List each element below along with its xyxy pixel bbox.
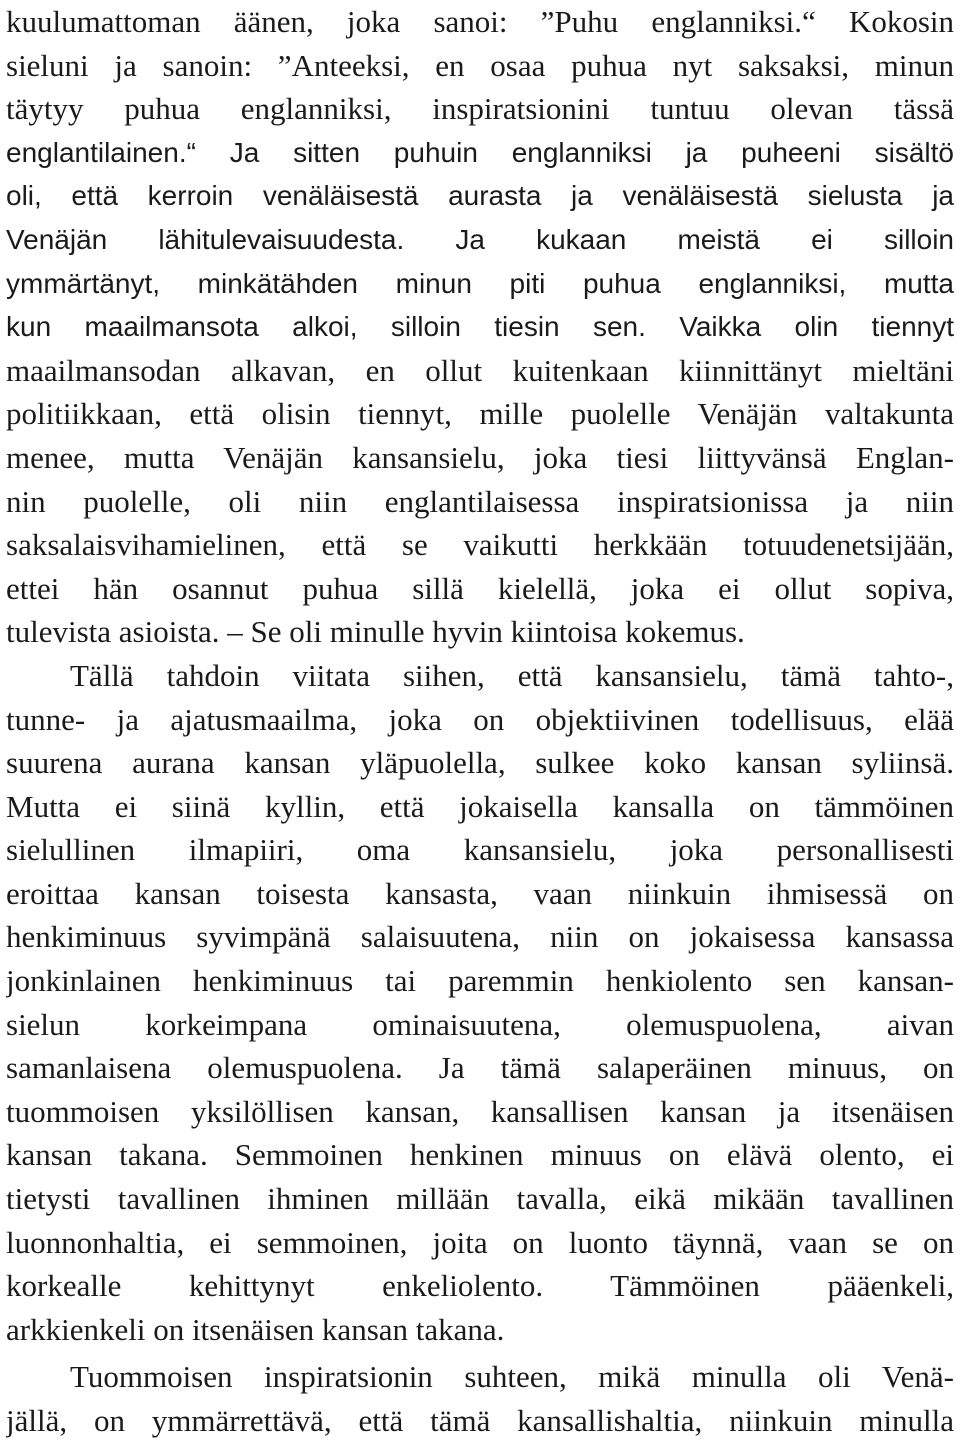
- text-line-8: kun maailmansota alkoi, silloin tiesin sen. Vaikka olin tiennyt: [6, 311, 954, 343]
- text-line-20: sielullinen ilmapiiri, oma kansansielu, joka personallisesti: [6, 832, 954, 868]
- text-line-6: Venäjän lähitulevaisuudesta. Ja kukaan meistä ei silloin: [6, 223, 954, 255]
- text-line-26: tuommoisen yksilöllisen kansan, kansallisen kansan ja itsenäisen: [6, 1093, 954, 1129]
- text-line-27: kansan takana. Semmoinen henkinen minuus on elävä olento, ei: [6, 1137, 954, 1173]
- text-line-19: Mutta ei siinä kyllin, että jokaisella kansalla on tämmöinen: [6, 788, 954, 824]
- text-line-7: ymmärtänyt, minkätähden minun piti puhua englanniksi, mutta: [6, 267, 954, 299]
- text-line-21: eroittaa kansan toisesta kansasta, vaan niinkuin ihmisessä on: [6, 875, 954, 911]
- text-line-13: saksalaisvihamielinen, että se vaikutti herkkään totuudenetsijään,: [6, 527, 954, 563]
- text-line-9: maailmansodan alkavan, en ollut kuitenkaan kiinnittänyt mieltäni: [6, 352, 954, 388]
- text-line-11: menee, mutta Venäjän kansansielu, joka tiesi liittyvänsä Englan-: [6, 439, 954, 475]
- text-line-15: tulevista asioista. – Se oli minulle hyvin kiintoisa kokemus.: [6, 614, 745, 650]
- text-line-5: oli, että kerroin venäläisestä aurasta ja venäläisestä sielusta ja: [6, 180, 954, 212]
- text-line-28: tietysti tavallinen ihminen millään tavalla, eikä mikään tavallinen: [6, 1181, 954, 1217]
- text-line-12: nin puolelle, oli niin englantilaisessa inspiratsionissa ja niin: [6, 483, 954, 519]
- text-line-2: sieluni ja sanoin: ”Anteeksi, en osaa puhua nyt saksaksi, minun: [6, 47, 954, 83]
- text-line-16: Tällä tahdoin viitata siihen, että kansansielu, tämä tahto-,: [70, 657, 954, 693]
- text-line-4: englantilainen.“ Ja sitten puhuin englanniksi ja puheeni sisältö: [6, 136, 954, 168]
- text-line-10: politiikkaan, että olisin tiennyt, mille puolelle Venäjän valtakunta: [6, 396, 954, 432]
- text-line-17: tunne- ja ajatusmaailma, joka on objektiivinen todellisuus, elää: [6, 701, 954, 737]
- document-page: [6, 0, 954, 1443]
- text-line-30: korkealle kehittynyt enkeliolento. Tämmöinen pääenkeli,: [6, 1268, 954, 1304]
- text-line-1: kuulumattoman äänen, joka sanoi: ”Puhu englanniksi.“ Kokosin: [6, 4, 954, 39]
- text-line-29: luonnonhaltia, ei semmoinen, joita on luonto täynnä, vaan se on: [6, 1224, 954, 1260]
- text-line-22: henkiminuus syvimpänä salaisuutena, niin on jokaisessa kansassa: [6, 919, 954, 955]
- text-line-14: ettei hän osannut puhua sillä kielellä, joka ei ollut sopiva,: [6, 570, 954, 606]
- text-line-24: sielun korkeimpana ominaisuutena, olemuspuolena, aivan: [6, 1006, 954, 1042]
- text-line-32: Tuommoisen inspiratsionin suhteen, mikä minulla oli Venä-: [70, 1359, 954, 1395]
- text-line-33: jällä, on ymmärrettävä, että tämä kansallishaltia, niinkuin minulla: [6, 1403, 954, 1438]
- text-line-18: suurena aurana kansan yläpuolella, sulkee koko kansan syliinsä.: [6, 745, 954, 781]
- text-line-3: täytyy puhua englanniksi, inspiratsionini tuntuu olevan tässä: [6, 91, 954, 127]
- text-line-31: arkkienkeli on itsenäisen kansan takana.: [6, 1311, 505, 1347]
- text-line-23: jonkinlainen henkiminuus tai paremmin henkiolento sen kansan-: [6, 963, 954, 999]
- text-line-25: samanlaisena olemuspuolena. Ja tämä salaperäinen minuus, on: [6, 1050, 954, 1086]
